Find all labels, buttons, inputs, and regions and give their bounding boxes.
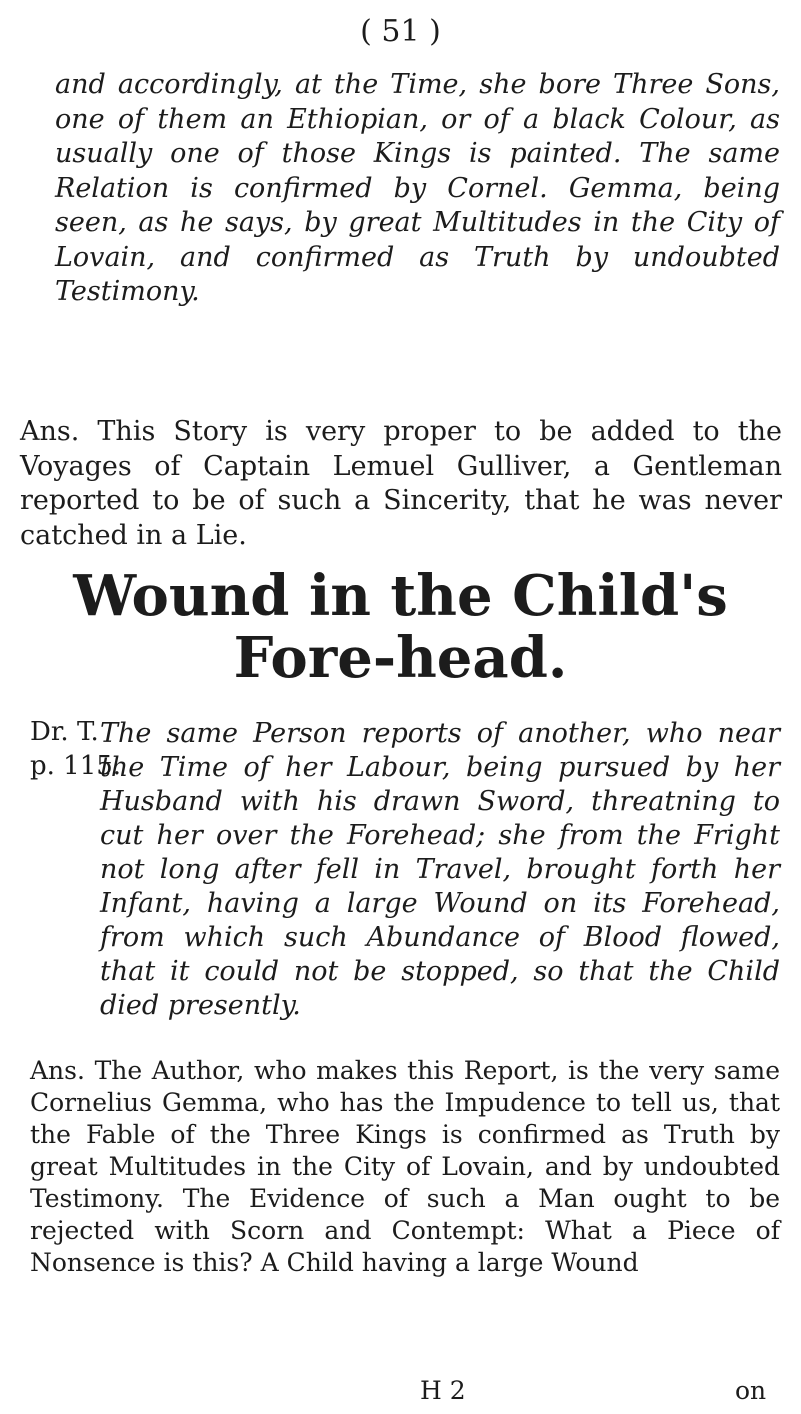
paragraph-wound-report-text: The same Person reports of another, who near the Time of her Labour, being pursued by her Husband with his drawn Sword, threatning to cut her over the Forehead; she from the Fright not long after fell in Travel, brought forth her Infant, having a large Wound on its Forehead, from which such Abundance of Blood flowed, that it could not be stopped, so that the Child died presently. xyxy=(100,718,780,1021)
paragraph-answer-gemma: Ans. The Author, who makes this Report, is the very same Cornelius Gemma, who has the Impudence to tell us, that the Fable of the Three Kings is confirmed as Truth by great Multitudes in the City of Lovain, and by undoubted Testimony. The Evidence of such a Man ought to be rejected with Scorn and Contempt: What a Piece of Nonsence is this? A Child having a large Wound xyxy=(30,1056,780,1277)
signature-mark: H 2 xyxy=(420,1376,466,1405)
paragraph-story-text: and accordingly, at the Time, she bore Three Sons, one of them an Ethiopian, or of a black Colour, as usually one of those Kings is painted. The same Relation is confirmed by Cornel. Gemma, being seen, as he says, by great Multitudes in the City of Lovain, and confirmed as Truth by undoubted Testimony. xyxy=(55,69,780,307)
paragraph-answer-gulliver: Ans. This Story is very proper to be added to the Voyages of Captain Lemuel Gulliver, a Gentleman reported to be of such a Sincerity, that he was never catched in a Lie. xyxy=(20,416,782,551)
paragraph-wound-report xyxy=(100,717,780,1023)
page-number-header: ( 51 ) xyxy=(360,14,441,49)
reference-author: Dr. T. xyxy=(30,717,99,747)
reference-page: p. 115. xyxy=(30,751,122,781)
section-heading: Wound in the Child's Fore-head. xyxy=(73,563,728,691)
paragraph-story xyxy=(55,68,780,310)
catchword: on xyxy=(735,1376,767,1405)
